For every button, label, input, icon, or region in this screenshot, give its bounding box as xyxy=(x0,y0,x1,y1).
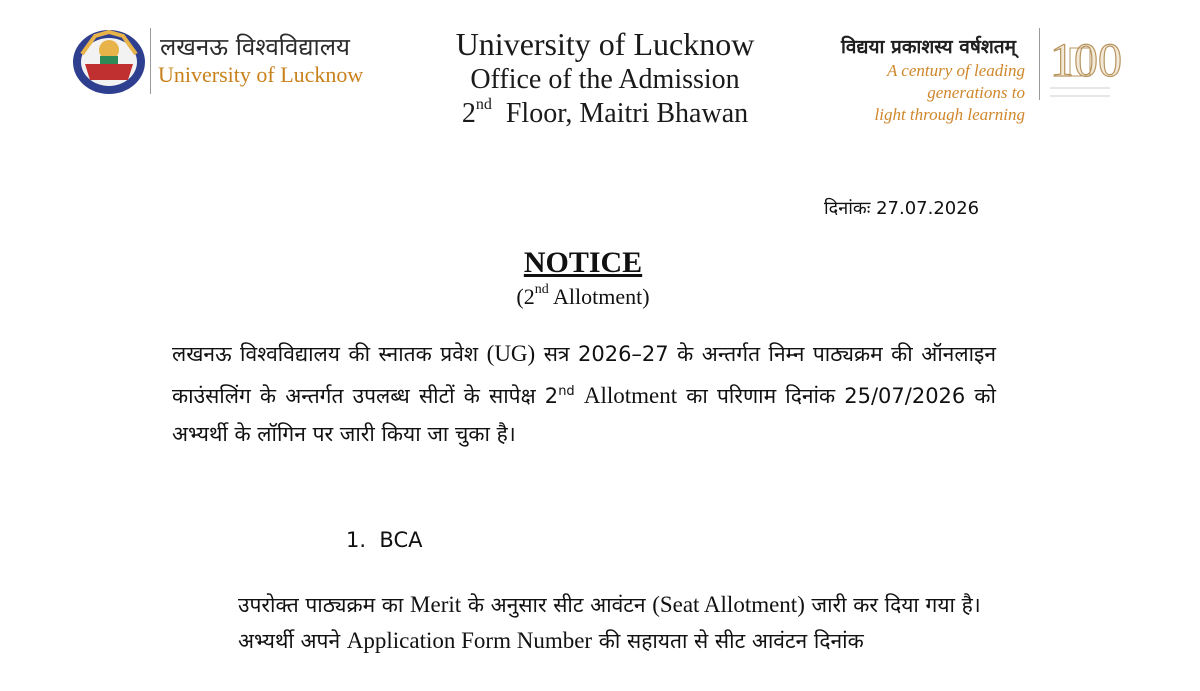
university-emblem-logo xyxy=(70,24,148,96)
notice-paragraph-2: उपरोक्त पाठ्यक्रम का Merit के अनुसार सीट आवंटन (Seat Allotment) जारी कर दिया गया है। अभ्यर्थी अपने Application Form Number की सहायता से सीट आवंटन दिनांक xyxy=(238,592,981,653)
header-divider-right xyxy=(1039,28,1040,100)
office-title: Office of the Admission xyxy=(470,64,740,95)
notice-title: NOTICE xyxy=(523,246,643,279)
header-divider-left xyxy=(150,28,151,94)
svg-text:100: 100 xyxy=(1050,34,1122,87)
logo-text-hindi: लखनऊ विश्वविद्यालय xyxy=(160,33,350,61)
logo-text-english: University of Lucknow xyxy=(158,62,364,87)
notice-paragraph-1: लखनऊ विश्वविद्यालय की स्नातक प्रवेश (UG) सत्र 2026–27 के अन्तर्गत निम्न पाठ्यक्रम की ऑनलाइन काउंसलिंग के अन्तर्गत उपलब्ध सीटों के सापेक्ष 2nd Allotment का परिणाम दिनांक 25/07/2026 को अभ्यर्थी के लॉगिन पर जारी किया जा चुका है। xyxy=(172,341,996,446)
office-address: 2nd Floor, Maitri Bhawan xyxy=(461,96,749,129)
list-item-course: 1. BCA xyxy=(346,528,423,552)
centenary-tagline: A century of leading generations to light through learning xyxy=(874,61,1025,124)
university-title: University of Lucknow xyxy=(455,26,755,62)
notice-subtitle: (2nd Allotment) xyxy=(516,282,650,309)
notice-date: दिनांकः 27.07.2026 xyxy=(824,198,980,219)
centenary-motto-hindi: विद्यया प्रकाशस्य वर्षशतम् xyxy=(841,36,1016,58)
centenary-100-logo xyxy=(1048,26,1122,106)
